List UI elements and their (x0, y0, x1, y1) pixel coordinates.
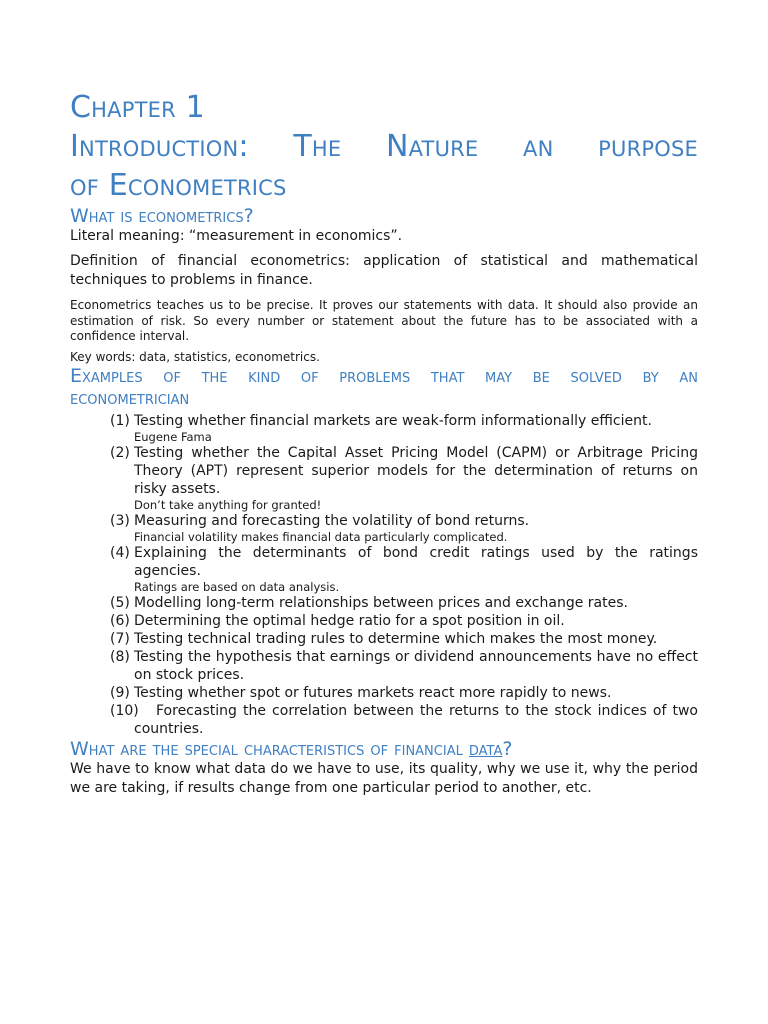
section-heading-what-is: What is econometrics? (70, 205, 254, 227)
list-number: (9) (110, 685, 130, 701)
list-item (110, 630, 698, 648)
list-item (110, 648, 698, 684)
chapter-title-line: Introduction: The Nature an purpose (70, 129, 698, 164)
chapter-title-line: of Econometrics (70, 168, 287, 203)
heading-punctuation: ? (502, 738, 513, 760)
list-item (110, 544, 698, 594)
list-item (110, 412, 698, 444)
note-paragraph: Econometrics teaches us to be precise. It proves our statements with data. It should also provide an estimation of risk. So every number or statement about the future has to be associated with a confidence interval. (70, 298, 698, 343)
list-item (110, 444, 698, 512)
list-text: Testing whether financial markets are weak-form informationally efficient. (134, 413, 652, 429)
list-number: (4) (110, 545, 130, 561)
chapter-heading (70, 88, 698, 205)
heading-text: What are the special characteristics of financial (70, 738, 469, 760)
keywords-paragraph: Key words: data, statistics, econometrics. (70, 349, 320, 364)
section-heading-examples-cont: econometrician (70, 387, 190, 409)
list-item (110, 702, 698, 738)
list-number: (2) (110, 445, 130, 461)
list-number: (10) (110, 703, 139, 719)
list-text: Determining the optimal hedge ratio for a spot position in oil. (134, 613, 565, 629)
list-item (110, 594, 698, 612)
list-number: (8) (110, 649, 130, 665)
list-number: (1) (110, 413, 130, 429)
section-heading-characteristics (70, 738, 698, 760)
characteristics-paragraph: We have to know what data do we have to use, its quality, why we use it, why the period we are taking, if results change from one particular period to another, etc. (70, 761, 698, 796)
list-number: (6) (110, 613, 130, 629)
list-text: Testing the hypothesis that earnings or dividend announcements have no effect on stock prices. (134, 649, 698, 683)
list-item (110, 612, 698, 630)
list-text: Measuring and forecasting the volatility of bond returns. (134, 513, 530, 529)
definition-paragraph: Definition of financial econometrics: application of statistical and mathematical techniques to problems in finance. (70, 253, 698, 288)
literal-meaning: Literal meaning: “measurement in economics”. (70, 228, 403, 244)
list-text: Testing whether spot or futures markets react more rapidly to news. (134, 685, 612, 701)
problems-list (70, 412, 698, 738)
chapter-number: Chapter 1 (70, 90, 205, 125)
list-item (110, 684, 698, 702)
list-text: Forecasting the correlation between the returns to the stock indices of two countries. (134, 703, 698, 737)
list-item (110, 512, 698, 544)
list-number: (3) (110, 513, 130, 529)
list-number: (7) (110, 631, 130, 647)
list-text: Modelling long-term relationships between prices and exchange rates. (134, 595, 628, 611)
list-text: Explaining the determinants of bond credit ratings used by the ratings agencies. (134, 545, 698, 579)
list-note: Eugene Fama (134, 430, 212, 444)
list-note: Don’t take anything for granted! (134, 498, 322, 512)
list-note: Ratings are based on data analysis. (134, 580, 340, 594)
list-number: (5) (110, 595, 130, 611)
section-heading-examples: Examples of the kind of problems that may be solved by an (70, 365, 698, 387)
list-text: Testing technical trading rules to determine which makes the most money. (134, 631, 658, 647)
list-note: Financial volatility makes financial data particularly complicated. (134, 530, 508, 544)
list-text: Testing whether the Capital Asset Pricing Model (CAPM) or Arbitrage Pricing Theory (APT) represent superior models for the determination of returns on risky assets. (134, 445, 698, 497)
data-link[interactable]: data (468, 738, 503, 760)
